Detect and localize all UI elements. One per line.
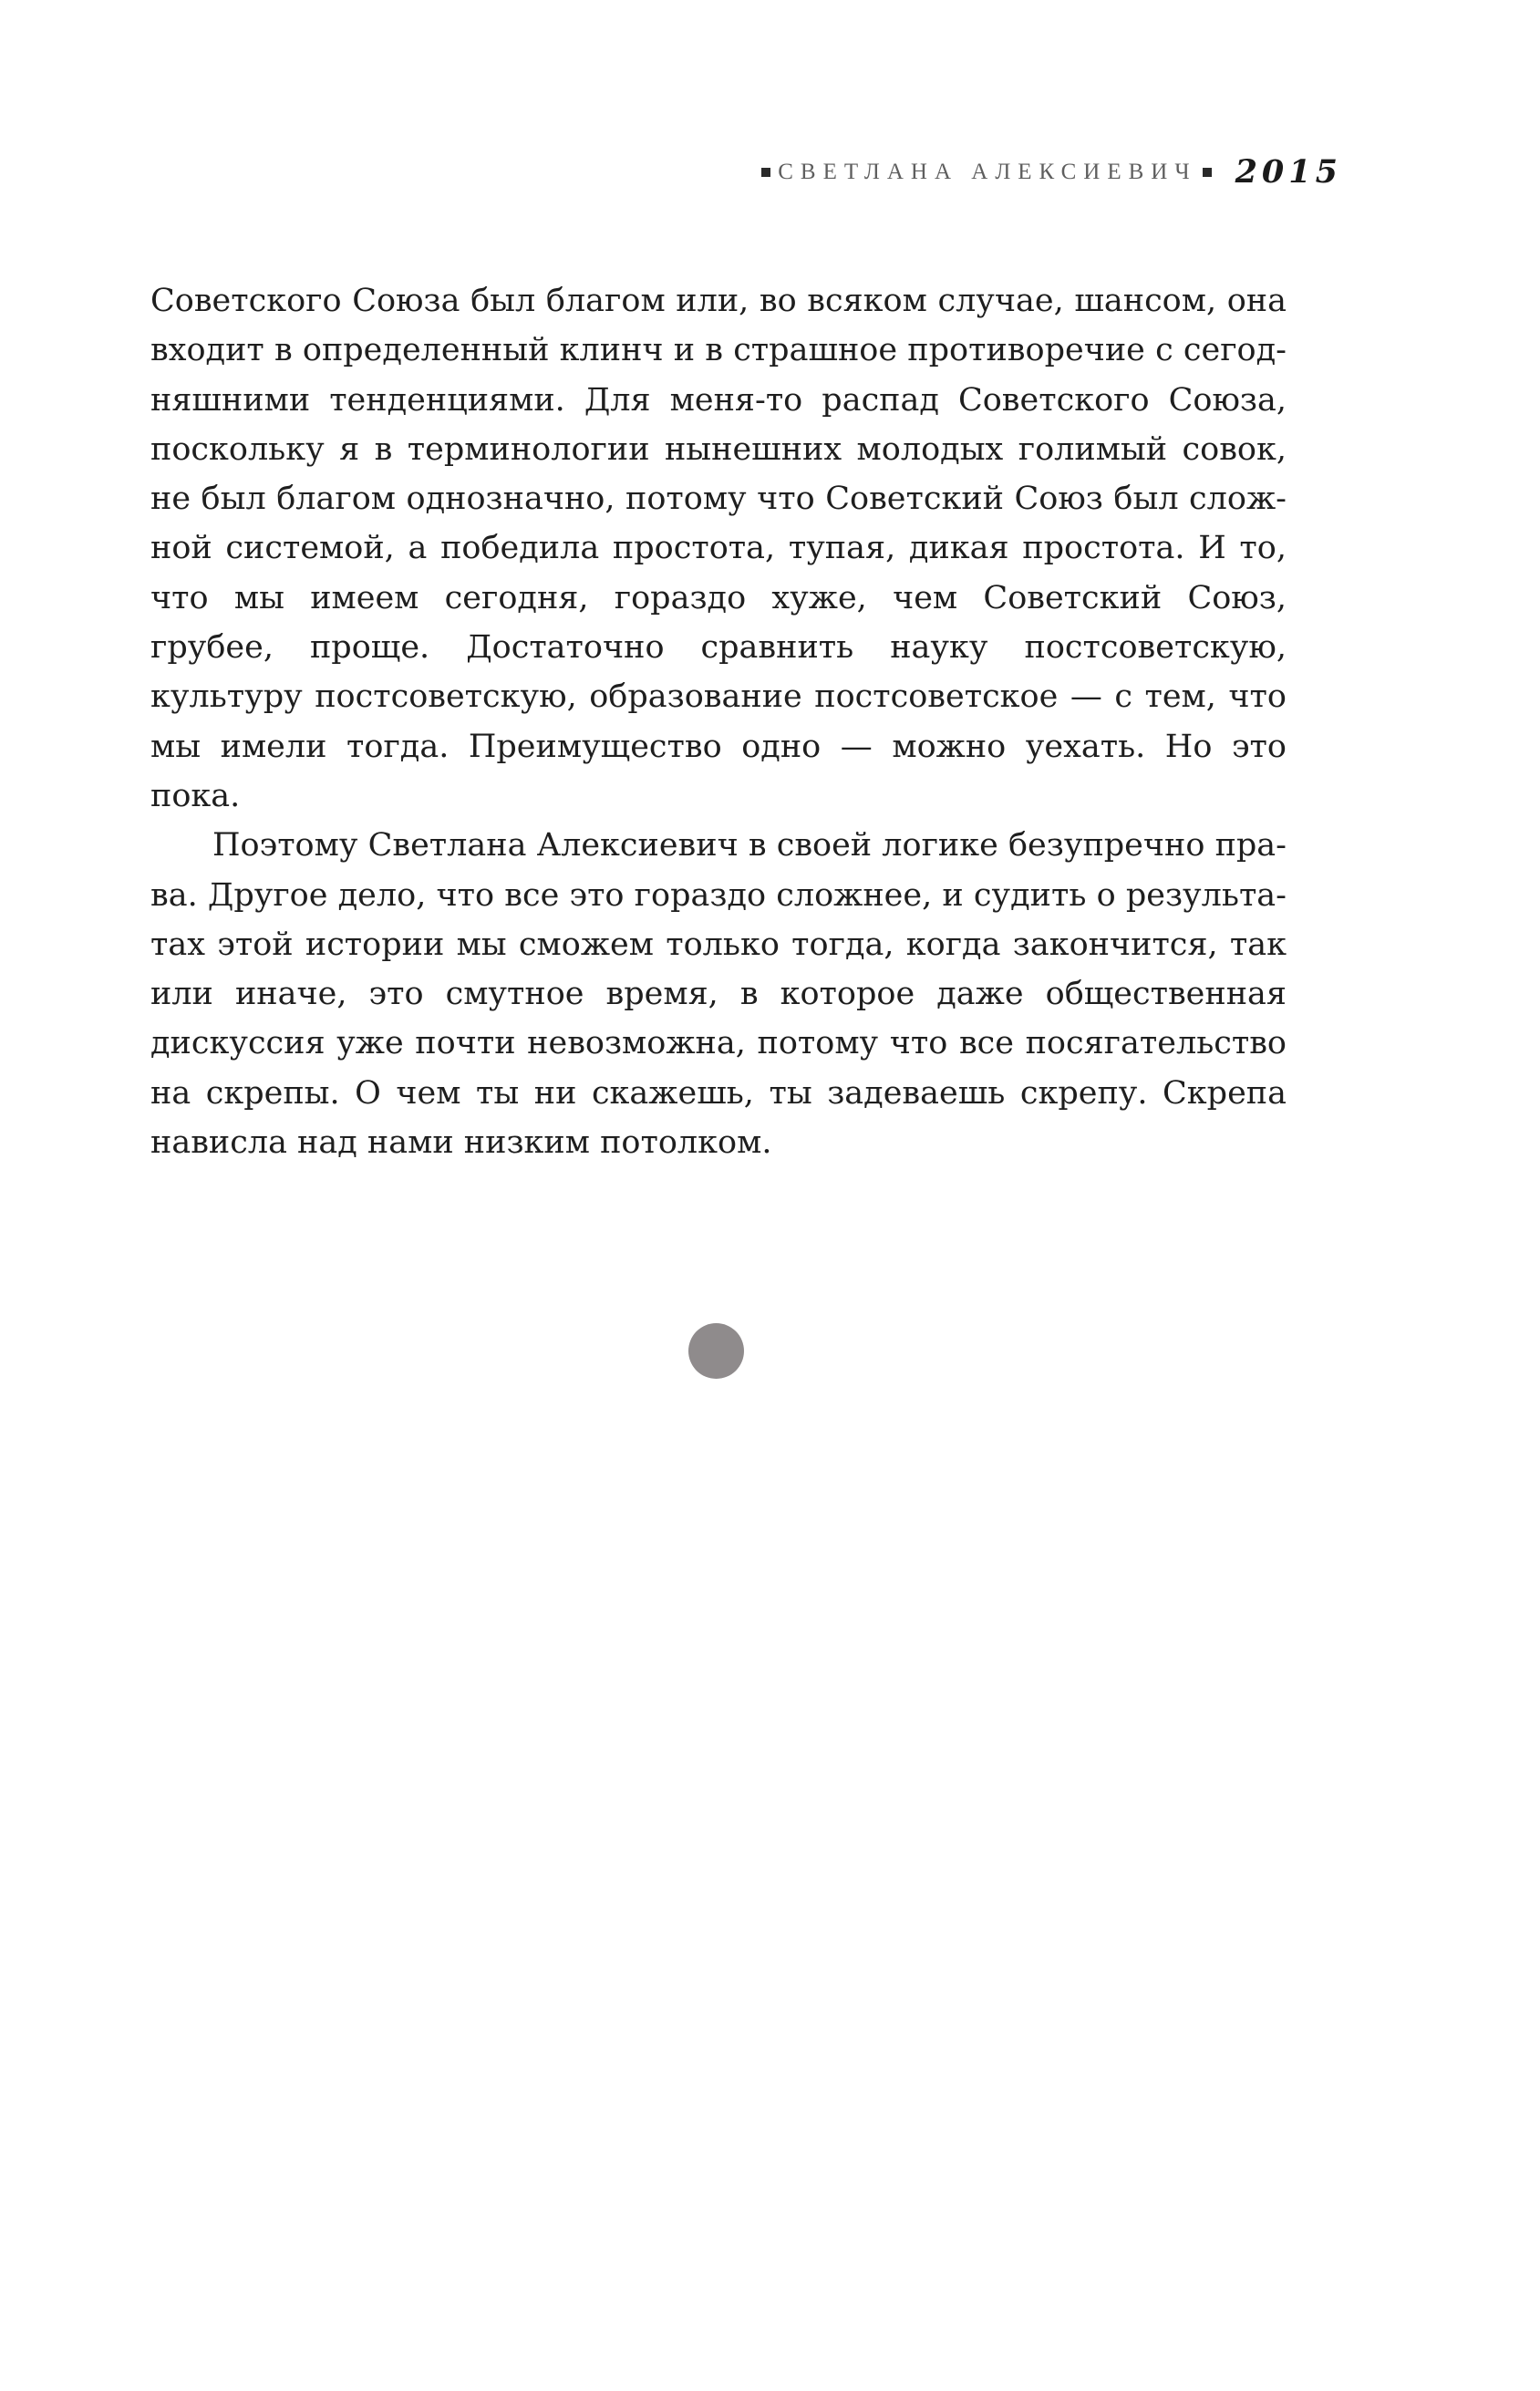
header-left-marker	[761, 168, 770, 177]
circle-ornament	[688, 1323, 744, 1379]
paragraph-1: Советского Союза был благом или, во всяком случае, шансом, она входит в определенный клинч и в страшное противоречие с сегодняшними тенденциями. Для меня-то распад Советского Союза, поскольку я в терминологии нынешних молодых голимый совок, не был благом однозначно, потому что Советский Союз был сложной системой, а победила простота, тупая, дикая простота. И то, что мы имеем сегодня, гораздо хуже, чем Советский Союз, грубее, проще. Достаточно сравнить науку постсоветскую, культуру постсоветскую, образование постсоветское — с тем, что мы имели тогда. Преимущество одно — можно уехать. Но это пока.	[150, 283, 1287, 814]
body-text	[150, 276, 1287, 1167]
header-year: 2015	[1235, 153, 1342, 191]
paragraph-2: Поэтому Светлана Алексиевич в своей логике безупречно права. Другое дело, что все это гораздо сложнее, и судить о результатах этой истории мы сможем только тогда, когда закончится, так или иначе, это смутное время, в которое даже общественная дискуссия уже почти невозможна, потому что все посягательство на скрепы. О чем ты ни скажешь, ты задеваешь скрепу. Скрепа нависла над нами низким потолком.	[150, 827, 1287, 1162]
header-author: СВЕТЛАНА АЛЕКСИЕВИЧ	[778, 159, 1197, 184]
header-right-marker	[1203, 168, 1212, 177]
running-header	[761, 153, 1342, 191]
